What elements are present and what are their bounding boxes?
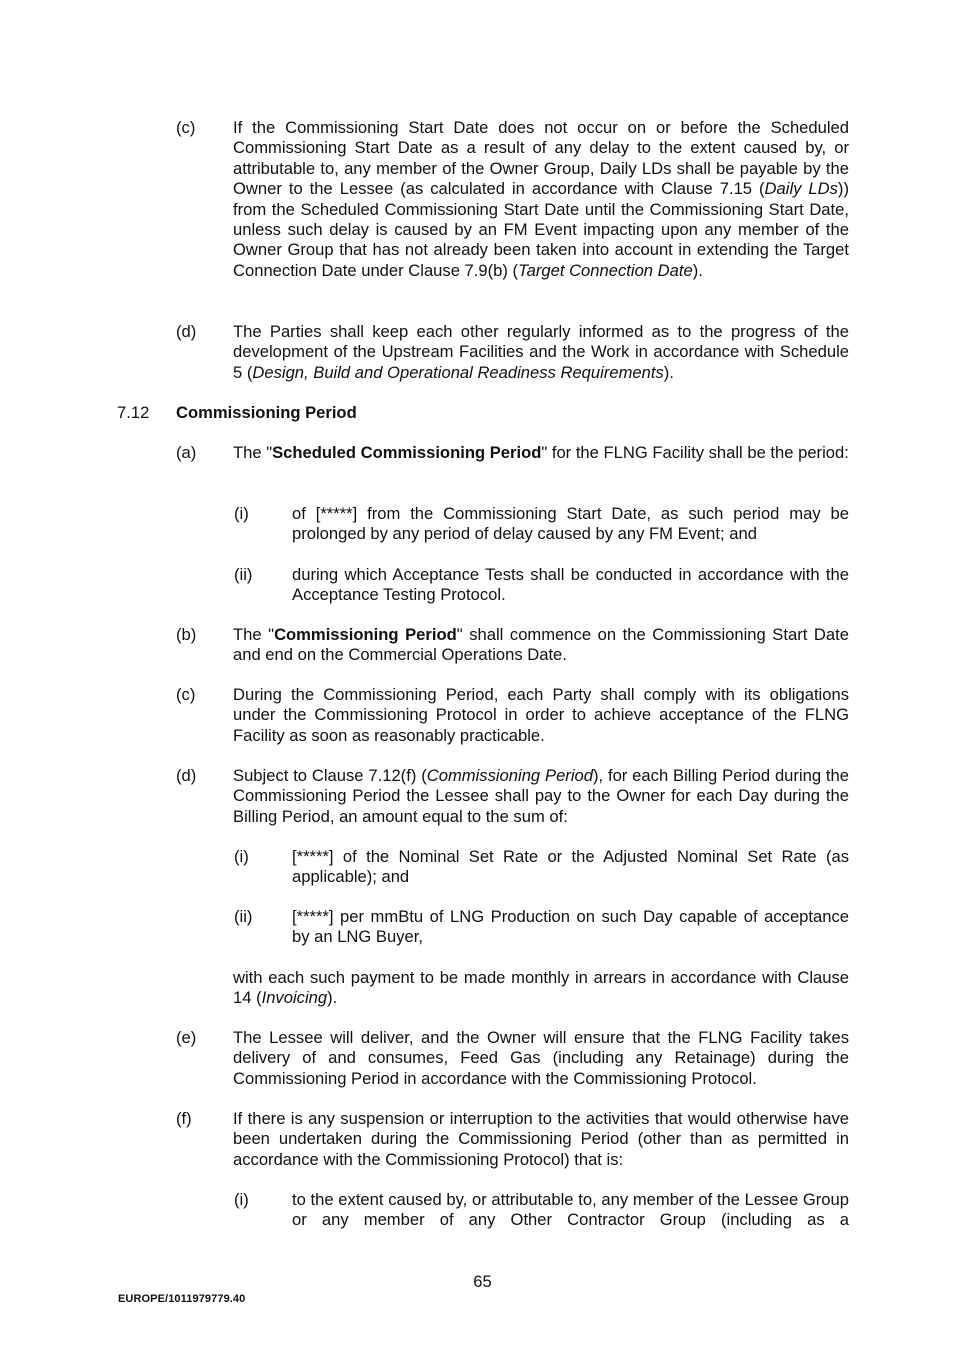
sub-label-ii: (ii) <box>234 565 253 584</box>
page-number: 65 <box>473 1272 492 1291</box>
clause-label-c2: (c) <box>176 685 196 704</box>
clause-label-e: (e) <box>176 1028 197 1047</box>
clause-e-feed-gas: The Lessee will deliver, and the Owner will ensure that the FLNG Facility takes delivery of and consumes, Feed Gas (including any Retainage) during the Commissioning Period in accordance with the Commissioning Protocol. <box>233 1028 849 1088</box>
clause-label-d2: (d) <box>176 766 197 785</box>
sub-label-d-i: (i) <box>234 847 249 866</box>
sub-clause-d-ii: [*****] per mmBtu of LNG Production on such Day capable of acceptance by an LNG Buyer, <box>292 907 849 947</box>
clause-label-b: (b) <box>176 625 197 644</box>
clause-d-tail: with each such payment to be made monthly in arrears in accordance with Clause 14 (Invoicing). <box>233 968 849 1008</box>
clause-b-commissioning-period: The "Commissioning Period" shall commence on the Commissioning Start Date and end on the Commercial Operations Date. <box>233 625 849 665</box>
clause-label-a: (a) <box>176 443 197 462</box>
section-title: Commissioning Period <box>176 403 357 422</box>
clause-label-c: (c) <box>176 118 196 137</box>
sub-label-d-ii: (ii) <box>234 907 253 926</box>
clause-a-scheduled-period: The "Scheduled Commissioning Period" for the FLNG Facility shall be the period: <box>233 443 849 462</box>
clause-label-f: (f) <box>176 1109 192 1128</box>
sub-clause-a-ii: during which Acceptance Tests shall be conducted in accordance with the Acceptance Testing Protocol. <box>292 565 849 605</box>
clause-label-d: (d) <box>176 322 197 341</box>
section-number: 7.12 <box>117 403 150 422</box>
sub-clause-d-i: [*****] of the Nominal Set Rate or the Adjusted Nominal Set Rate (as applicable); and <box>292 847 849 887</box>
document-reference: EUROPE/1011979779.40 <box>118 1293 246 1305</box>
sub-label-f-i: (i) <box>234 1190 249 1209</box>
sub-clause-a-i: of [*****] from the Commissioning Start Date, as such period may be prolonged by any period of delay caused by any FM Event; and <box>292 504 849 544</box>
clause-c-obligations: During the Commissioning Period, each Party shall comply with its obligations under the Commissioning Protocol in order to achieve acceptance of the FLNG Facility as soon as reasonably practicable. <box>233 685 849 745</box>
sub-label-i: (i) <box>234 504 249 523</box>
clause-d-billing: Subject to Clause 7.12(f) (Commissioning Period), for each Billing Period during the Commissioning Period the Lessee shall pay to the Owner for each Day during the Billing Period, an amount equal to the sum of: <box>233 766 850 826</box>
sub-clause-f-i: to the extent caused by, or attributable to, any member of the Lessee Group or any member of any Other Contractor Group (including as a <box>292 1190 849 1230</box>
clause-d-progress: The Parties shall keep each other regularly informed as to the progress of the development of the Upstream Facilities and the Work in accordance with Schedule 5 (Design, Build and Operational Readiness Requirements). <box>233 322 849 382</box>
clause-f-suspension: If there is any suspension or interruption to the activities that would otherwise have been undertaken during the Commissioning Period (other than as permitted in accordance with the Commissioning Protocol) that is: <box>233 1109 849 1169</box>
clause-c-daily-lds: If the Commissioning Start Date does not occur on or before the Scheduled Commissioning Start Date as a result of any delay to the extent caused by, or attributable to, any member of the Owner Group, Daily LDs shall be payable by the Owner to the Lessee (as calculated in accordance with Clause 7.15 (Daily LDs)) from the Scheduled Commissioning Start Date until the Commissioning Start Date, unless such delay is caused by an FM Event impacting upon any member of the Owner Group that has not already been taken into account in extending the Target Connection Date under Clause 7.9(b) (Target Connection Date). <box>233 118 849 280</box>
